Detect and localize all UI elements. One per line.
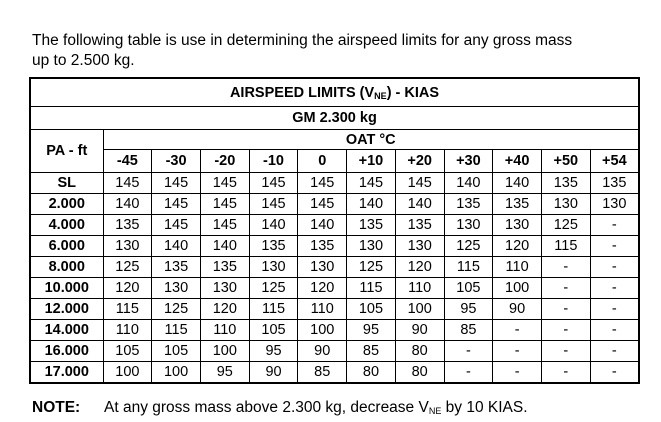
pressure-altitude-cell: SL [30,173,103,194]
airspeed-cell: 125 [347,257,396,278]
pressure-altitude-cell: 8.000 [30,257,103,278]
airspeed-cell: 95 [444,299,493,320]
airspeed-cell: - [590,299,639,320]
airspeed-cell: - [590,257,639,278]
airspeed-cell: 85 [444,320,493,341]
temperature-header-row [30,150,639,173]
airspeed-cell: 110 [200,320,249,341]
airspeed-cell: 115 [347,278,396,299]
airspeed-cell: 145 [152,173,201,194]
temperature-header: -10 [249,150,298,173]
airspeed-cell: 130 [395,236,444,257]
airspeed-cell: 95 [200,362,249,384]
airspeed-cell: - [541,341,590,362]
airspeed-cell: 145 [103,173,152,194]
airspeed-cell: - [590,341,639,362]
airspeed-cell: 100 [395,299,444,320]
airspeed-cell: 110 [493,257,542,278]
airspeed-cell: 80 [347,362,396,384]
airspeed-cell: 100 [493,278,542,299]
airspeed-cell: - [541,320,590,341]
table-body [30,173,639,384]
airspeed-cell: 130 [444,215,493,236]
intro-line-1: The following table is use in determining the airspeed limits for any gross mass [32,32,573,49]
airspeed-cell: - [493,341,542,362]
note-label: NOTE: [32,399,81,416]
airspeed-cell: - [444,341,493,362]
airspeed-cell: 125 [249,278,298,299]
airspeed-cell: 105 [444,278,493,299]
airspeed-cell: 130 [541,194,590,215]
airspeed-cell: 135 [444,194,493,215]
airspeed-cell: 130 [249,257,298,278]
airspeed-cell: 90 [493,299,542,320]
gross-mass-row [30,107,639,130]
airspeed-cell: 135 [347,215,396,236]
airspeed-cell: 125 [541,215,590,236]
airspeed-cell: 100 [200,341,249,362]
airspeed-cell: - [541,257,590,278]
airspeed-cell: - [444,362,493,384]
airspeed-cell: 135 [395,215,444,236]
table-row [30,299,639,320]
airspeed-cell: 135 [493,194,542,215]
airspeed-cell: 120 [395,257,444,278]
temperature-header: +40 [493,150,542,173]
airspeed-cell: 135 [298,236,347,257]
pressure-altitude-cell: 4.000 [30,215,103,236]
table-row [30,362,639,384]
temperature-header: -20 [200,150,249,173]
airspeed-cell: 115 [249,299,298,320]
airspeed-cell: 90 [395,320,444,341]
airspeed-cell: 135 [103,215,152,236]
airspeed-cell: - [590,362,639,384]
note [32,398,528,418]
pressure-altitude-cell: 2.000 [30,194,103,215]
temperature-header: -45 [103,150,152,173]
airspeed-cell: 140 [395,194,444,215]
airspeed-cell: - [493,362,542,384]
airspeed-cell: - [493,320,542,341]
airspeed-cell: 145 [200,215,249,236]
airspeed-cell: 105 [152,341,201,362]
pressure-altitude-cell: 16.000 [30,341,103,362]
table-row [30,215,639,236]
temperature-header: 0 [298,150,347,173]
table-row [30,341,639,362]
airspeed-cell: 145 [152,215,201,236]
temperature-header: +20 [395,150,444,173]
airspeed-cell: 85 [298,362,347,384]
table-row [30,257,639,278]
airspeed-cell: 90 [298,341,347,362]
airspeed-cell: 140 [249,215,298,236]
airspeed-cell: 145 [298,194,347,215]
table-row [30,320,639,341]
airspeed-cell: 145 [347,173,396,194]
airspeed-cell: 120 [298,278,347,299]
airspeed-cell: 130 [493,215,542,236]
airspeed-cell: 130 [200,278,249,299]
temperature-header: -30 [152,150,201,173]
airspeed-cell: 120 [493,236,542,257]
airspeed-cell: 80 [395,362,444,384]
airspeed-cell: 125 [444,236,493,257]
temperature-header: +30 [444,150,493,173]
pressure-altitude-cell: 14.000 [30,320,103,341]
airspeed-cell: 105 [249,320,298,341]
airspeed-cell: - [541,362,590,384]
airspeed-cell: 105 [103,341,152,362]
airspeed-cell: 100 [298,320,347,341]
intro-text [32,31,632,71]
table-row [30,236,639,257]
airspeed-cell: 140 [152,236,201,257]
airspeed-cell: 110 [298,299,347,320]
airspeed-cell: 125 [152,299,201,320]
airspeed-cell: - [590,236,639,257]
airspeed-cell: 115 [103,299,152,320]
airspeed-cell: 145 [298,173,347,194]
pressure-altitude-cell: 17.000 [30,362,103,384]
airspeed-cell: 100 [103,362,152,384]
airspeed-cell: 135 [249,236,298,257]
airspeed-cell: 135 [152,257,201,278]
oat-header-row [30,130,639,150]
airspeed-cell: 145 [249,194,298,215]
airspeed-cell: 110 [103,320,152,341]
title-subscript: NE [374,90,387,101]
airspeed-cell: 115 [444,257,493,278]
intro-line-2: up to 2.500 kg. [32,52,135,69]
airspeed-cell: - [541,299,590,320]
airspeed-cell: 115 [541,236,590,257]
airspeed-cell: 135 [590,173,639,194]
pressure-altitude-cell: 6.000 [30,236,103,257]
airspeed-cell: 90 [249,362,298,384]
table-title: AIRSPEED LIMITS $(V_{NE})$ - KIAS [30,78,639,107]
pressure-altitude-cell: 12.000 [30,299,103,320]
airspeed-cell: - [590,278,639,299]
airspeed-cell: 130 [590,194,639,215]
airspeed-cell: 140 [298,215,347,236]
airspeed-cell: 120 [103,278,152,299]
airspeed-cell: 140 [444,173,493,194]
airspeed-cell: - [590,320,639,341]
airspeed-cell: 110 [395,278,444,299]
airspeed-cell: 140 [103,194,152,215]
airspeed-cell: 140 [493,173,542,194]
temperature-header: +50 [541,150,590,173]
airspeed-cell: 85 [347,341,396,362]
table-title-row [30,78,639,107]
pressure-altitude-cell: 10.000 [30,278,103,299]
table-row [30,194,639,215]
airspeed-cell: - [590,215,639,236]
airspeed-cell: 125 [103,257,152,278]
airspeed-cell: 130 [152,278,201,299]
airspeed-cell: 130 [347,236,396,257]
airspeed-cell: - [541,278,590,299]
airspeed-cell: 95 [249,341,298,362]
temperature-header: +10 [347,150,396,173]
airspeed-cell: 95 [347,320,396,341]
airspeed-cell: 130 [298,257,347,278]
airspeed-cell: 140 [200,236,249,257]
oat-header: OAT °C [103,130,639,150]
airspeed-cell: 140 [347,194,396,215]
note-text: At any gross mass above 2.300 kg, decrease $V_{NE}$ by 10 KIAS. [104,399,528,416]
airspeed-cell: 145 [152,194,201,215]
airspeed-cell: 80 [395,341,444,362]
airspeed-cell: 115 [152,320,201,341]
airspeed-cell: 100 [152,362,201,384]
airspeed-cell: 145 [395,173,444,194]
temperature-header: +54 [590,150,639,173]
airspeed-cell: 135 [200,257,249,278]
airspeed-cell: 145 [249,173,298,194]
airspeed-cell: 145 [200,194,249,215]
airspeed-cell: 135 [541,173,590,194]
airspeed-cell: 120 [200,299,249,320]
note-subscript: NE [428,406,442,416]
pa-column-header: PA - ft [30,130,103,173]
gross-mass-label: GM 2.300 kg [30,107,639,130]
table-row [30,173,639,194]
airspeed-cell: 145 [200,173,249,194]
airspeed-cell: 105 [347,299,396,320]
airspeed-cell: 130 [103,236,152,257]
airspeed-limits-table [29,77,640,384]
table-row [30,278,639,299]
